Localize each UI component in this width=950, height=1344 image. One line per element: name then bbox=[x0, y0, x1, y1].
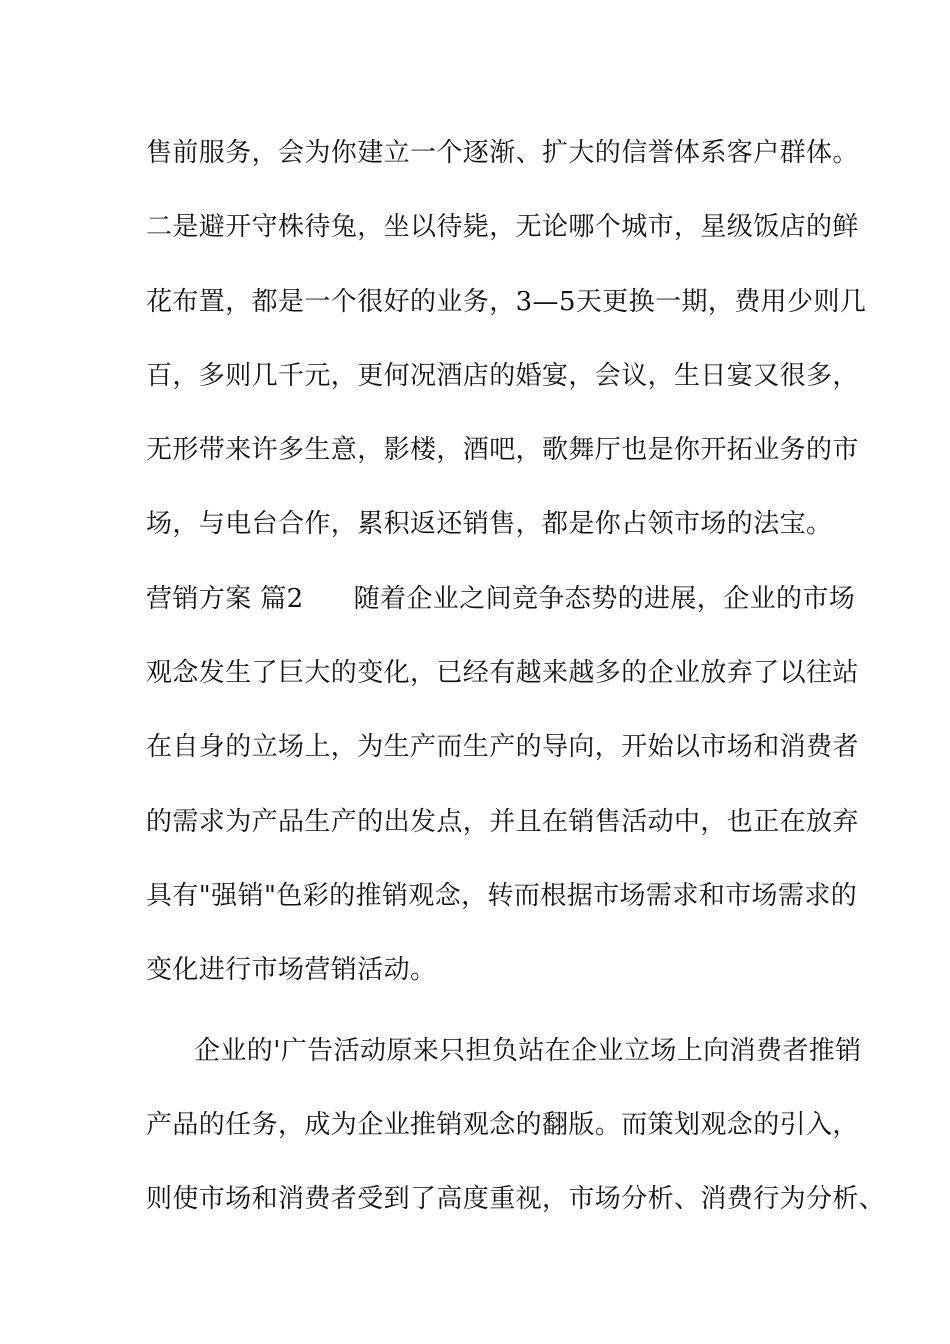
text-line: 场，与电台合作，累积返还销售，都是你占领市场的法宝。 bbox=[146, 509, 833, 539]
text-line: 观念发生了巨大的变化，已经有越来越多的企业放弃了以往站 bbox=[146, 658, 859, 688]
text-line: 具有"强销"色彩的推销观念，转而根据市场需求和市场需求的 bbox=[146, 881, 858, 911]
section-heading-line bbox=[146, 582, 855, 616]
text-line: 百，多则几千元，更何况酒店的婚宴，会议，生日宴又很多， bbox=[146, 361, 859, 391]
section-text: 随着企业之间竞争态势的进展，企业的市场 bbox=[353, 584, 856, 614]
text-line: 变化进行市场营销活动。 bbox=[146, 955, 437, 985]
text-line: 无形带来许多生意，影楼，酒吧，歌舞厅也是你开拓业务的市 bbox=[146, 435, 859, 465]
text-line: 二是避开守株待兔，坐以待毙，无论哪个城市，星级饭店的鲜 bbox=[146, 212, 859, 242]
text-line: 花布置，都是一个很好的业务，3—5天更换一期，费用少则几 bbox=[146, 287, 867, 317]
text-line: 则使市场和消费者受到了高度重视，市场分析、消费行为分析、 bbox=[146, 1184, 886, 1214]
text-line: 售前服务，会为你建立一个逐渐、扩大的信誉体系客户群体。 bbox=[146, 138, 859, 168]
section-heading: 营销方案 篇2 bbox=[146, 584, 304, 614]
text-line: 在自身的立场上，为生产而生产的导向，开始以市场和消费者 bbox=[146, 732, 859, 762]
text-line: 企业的'广告活动原来只担负站在企业立场上向消费者推销 bbox=[194, 1036, 862, 1066]
text-line: 的需求为产品生产的出发点，并且在销售活动中，也正在放弃 bbox=[146, 807, 859, 837]
text-line: 产品的任务，成为企业推销观念的翻版。而策划观念的引入， bbox=[146, 1110, 859, 1140]
